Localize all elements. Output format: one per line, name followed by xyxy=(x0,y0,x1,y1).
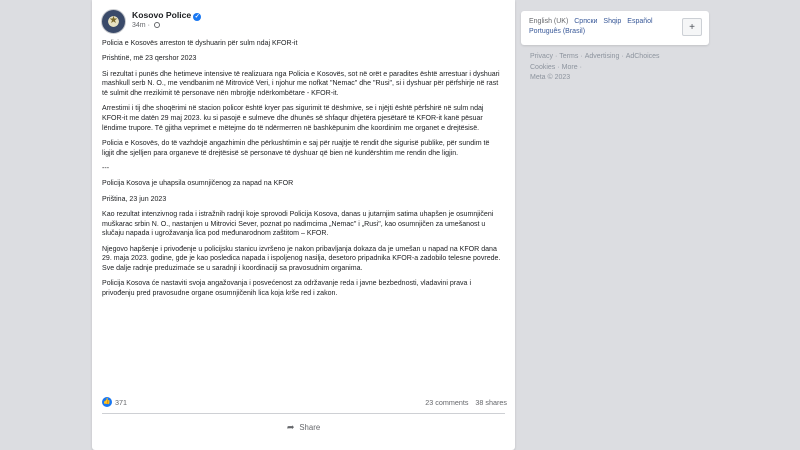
post-paragraph: Arrestimi i tij dhe shoqërimi në stacion policor është kryer pas sigurimit të dëshmive, se i njëjti është përfshirë në sulm ndaj KFOR-it me datën 29 maj 2023. ku si pasojë e sulmeve dhe dhunës së shfaqur dhjetëra pjesëtarë të KFOR-it kanë pësuar lëndime trupore. Të gjitha veprimet e mëtejme do të ndërmerren në bashkëpunim dhe koordinim me organet e drejtësisë. xyxy=(102,105,484,132)
post-body xyxy=(102,39,502,304)
shares-count[interactable]: 38 shares xyxy=(475,398,507,407)
footer-separator: · xyxy=(580,53,583,60)
page-name-link[interactable]: Kosovo Police xyxy=(132,10,192,20)
footer-link-adchoices[interactable]: AdChoices xyxy=(625,53,660,60)
footer-links xyxy=(530,52,710,84)
language-list xyxy=(529,17,679,37)
post-paragraph: Policija Kosova će nastaviti svoja angažovanja i posvećenost za održavanje reda i javne bezbednosti, vladavini prava i privođenju pred pravosudne organe osumnjičenih lica koja krše red i zakon. xyxy=(102,280,472,297)
post-paragraph: Prishtinë, më 23 qershor 2023 xyxy=(102,55,197,63)
post-paragraph: Njegovo hapšenje i privođenje u policijsku stanicu izvršeno je nakon pribavljanja dokaza da je umešan u napad na KFOR dana 29. maja 2023. godine, gde je kao posledica napada i ispoljenog nasilja, desetoro pripadnika KFOR-a zadobilo telesne povrede. Sve dalje radnje preduzimaće se u saradnji i koordinaciji sa pravosudnim organima. xyxy=(102,245,501,272)
language-link[interactable]: Српски xyxy=(574,18,598,25)
share-icon: ➦ xyxy=(286,422,295,432)
plus-icon: + xyxy=(689,22,695,33)
page-avatar[interactable] xyxy=(101,9,126,34)
page-name-row xyxy=(132,10,201,21)
post-time[interactable]: 34m xyxy=(132,22,146,29)
footer-link-advertising[interactable]: Advertising xyxy=(584,53,620,60)
footer-separator: · xyxy=(557,63,560,71)
footer-separator: · xyxy=(579,63,582,71)
add-language-button[interactable] xyxy=(682,18,702,36)
post-meta xyxy=(132,22,160,29)
reactions-bar xyxy=(102,397,507,407)
verified-badge-icon: ✓ xyxy=(194,14,200,20)
language-link[interactable]: Español xyxy=(627,18,653,25)
post-paragraph: Policia e Kosovës, do të vazhdojë angazhimin dhe përkushtimin e saj për ruajtje të rendit dhe sigurisë publike, për sundim të ligjit dhe sjelljen para organeve të drejtësisë së personave të dyshuar që bien në kundërshtim me rendin dhe ligjin. xyxy=(102,140,490,157)
footer-separator: · xyxy=(621,53,624,60)
post-paragraph: Policia e Kosovës arreston të dyshuarin për sulm ndaj KFOR-it xyxy=(102,40,298,47)
engagement-counts xyxy=(425,398,507,407)
post-paragraph: Kao rezultat intenzivnog rada i istražnih radnji koje sprovodi Policija Kosova, danas u jutarnjim satima uhapšen je osumnjičeni muškarac srbin N. O., nastanjen u Mitrovici Sever, poznat po nadimcima „Nemac" i „Rusi", kao osumnjičen za umešanost u slučaju napada i ugrožavanja lica pod međunarodnom zaštitom – KFOR. xyxy=(102,210,494,238)
share-label: Share xyxy=(299,423,321,432)
comments-count[interactable]: 23 comments xyxy=(425,398,469,407)
language-current: English (UK) xyxy=(529,18,569,25)
post-paragraph: --- xyxy=(102,165,110,172)
share-button[interactable] xyxy=(92,418,515,436)
language-selector xyxy=(521,11,709,45)
footer-row xyxy=(530,52,710,63)
globe-icon xyxy=(154,22,160,28)
footer-link-more[interactable]: More xyxy=(561,63,578,71)
copyright: Meta © 2023 xyxy=(530,74,571,81)
post-paragraph: Policija Kosova je uhapsila osumnjičenog za napad na KFOR xyxy=(102,180,294,188)
post-paragraph: Si rezultat i punës dhe hetimeve intensive të realizuara nga Policia e Kosovës, sot në orët e paradites është arrestuar i dyshuari mashkull serb N. O., me vendbanim në Mitrovicë Veri, i njohur me nofkat "Nemac" dhe "Rusi", si i dyshuar për përfshirje në rast të sulmit dhe rrezikimit të personave nën mbrojtje ndërkombëtare - KFOR-it. xyxy=(102,70,500,97)
meta-separator: · xyxy=(147,22,150,29)
post-header xyxy=(101,9,505,33)
kosovo-police-logo: ★ xyxy=(109,15,118,26)
post-paragraph: Priština, 23 jun 2023 xyxy=(102,195,167,203)
action-divider xyxy=(102,413,505,414)
footer-separator: · xyxy=(554,53,558,60)
footer-link-privacy[interactable]: Privacy xyxy=(530,53,553,60)
reaction-count[interactable]: 371 xyxy=(115,398,127,407)
post-card xyxy=(92,0,515,450)
language-link[interactable]: Shqip xyxy=(603,18,622,25)
language-link[interactable]: Português (Brasil) xyxy=(529,28,586,35)
footer-row xyxy=(530,63,710,74)
footer-link-terms[interactable]: Terms xyxy=(559,53,579,60)
footer-link-cookies[interactable]: Cookies xyxy=(530,63,556,71)
like-icon[interactable]: 👍 xyxy=(103,399,111,405)
